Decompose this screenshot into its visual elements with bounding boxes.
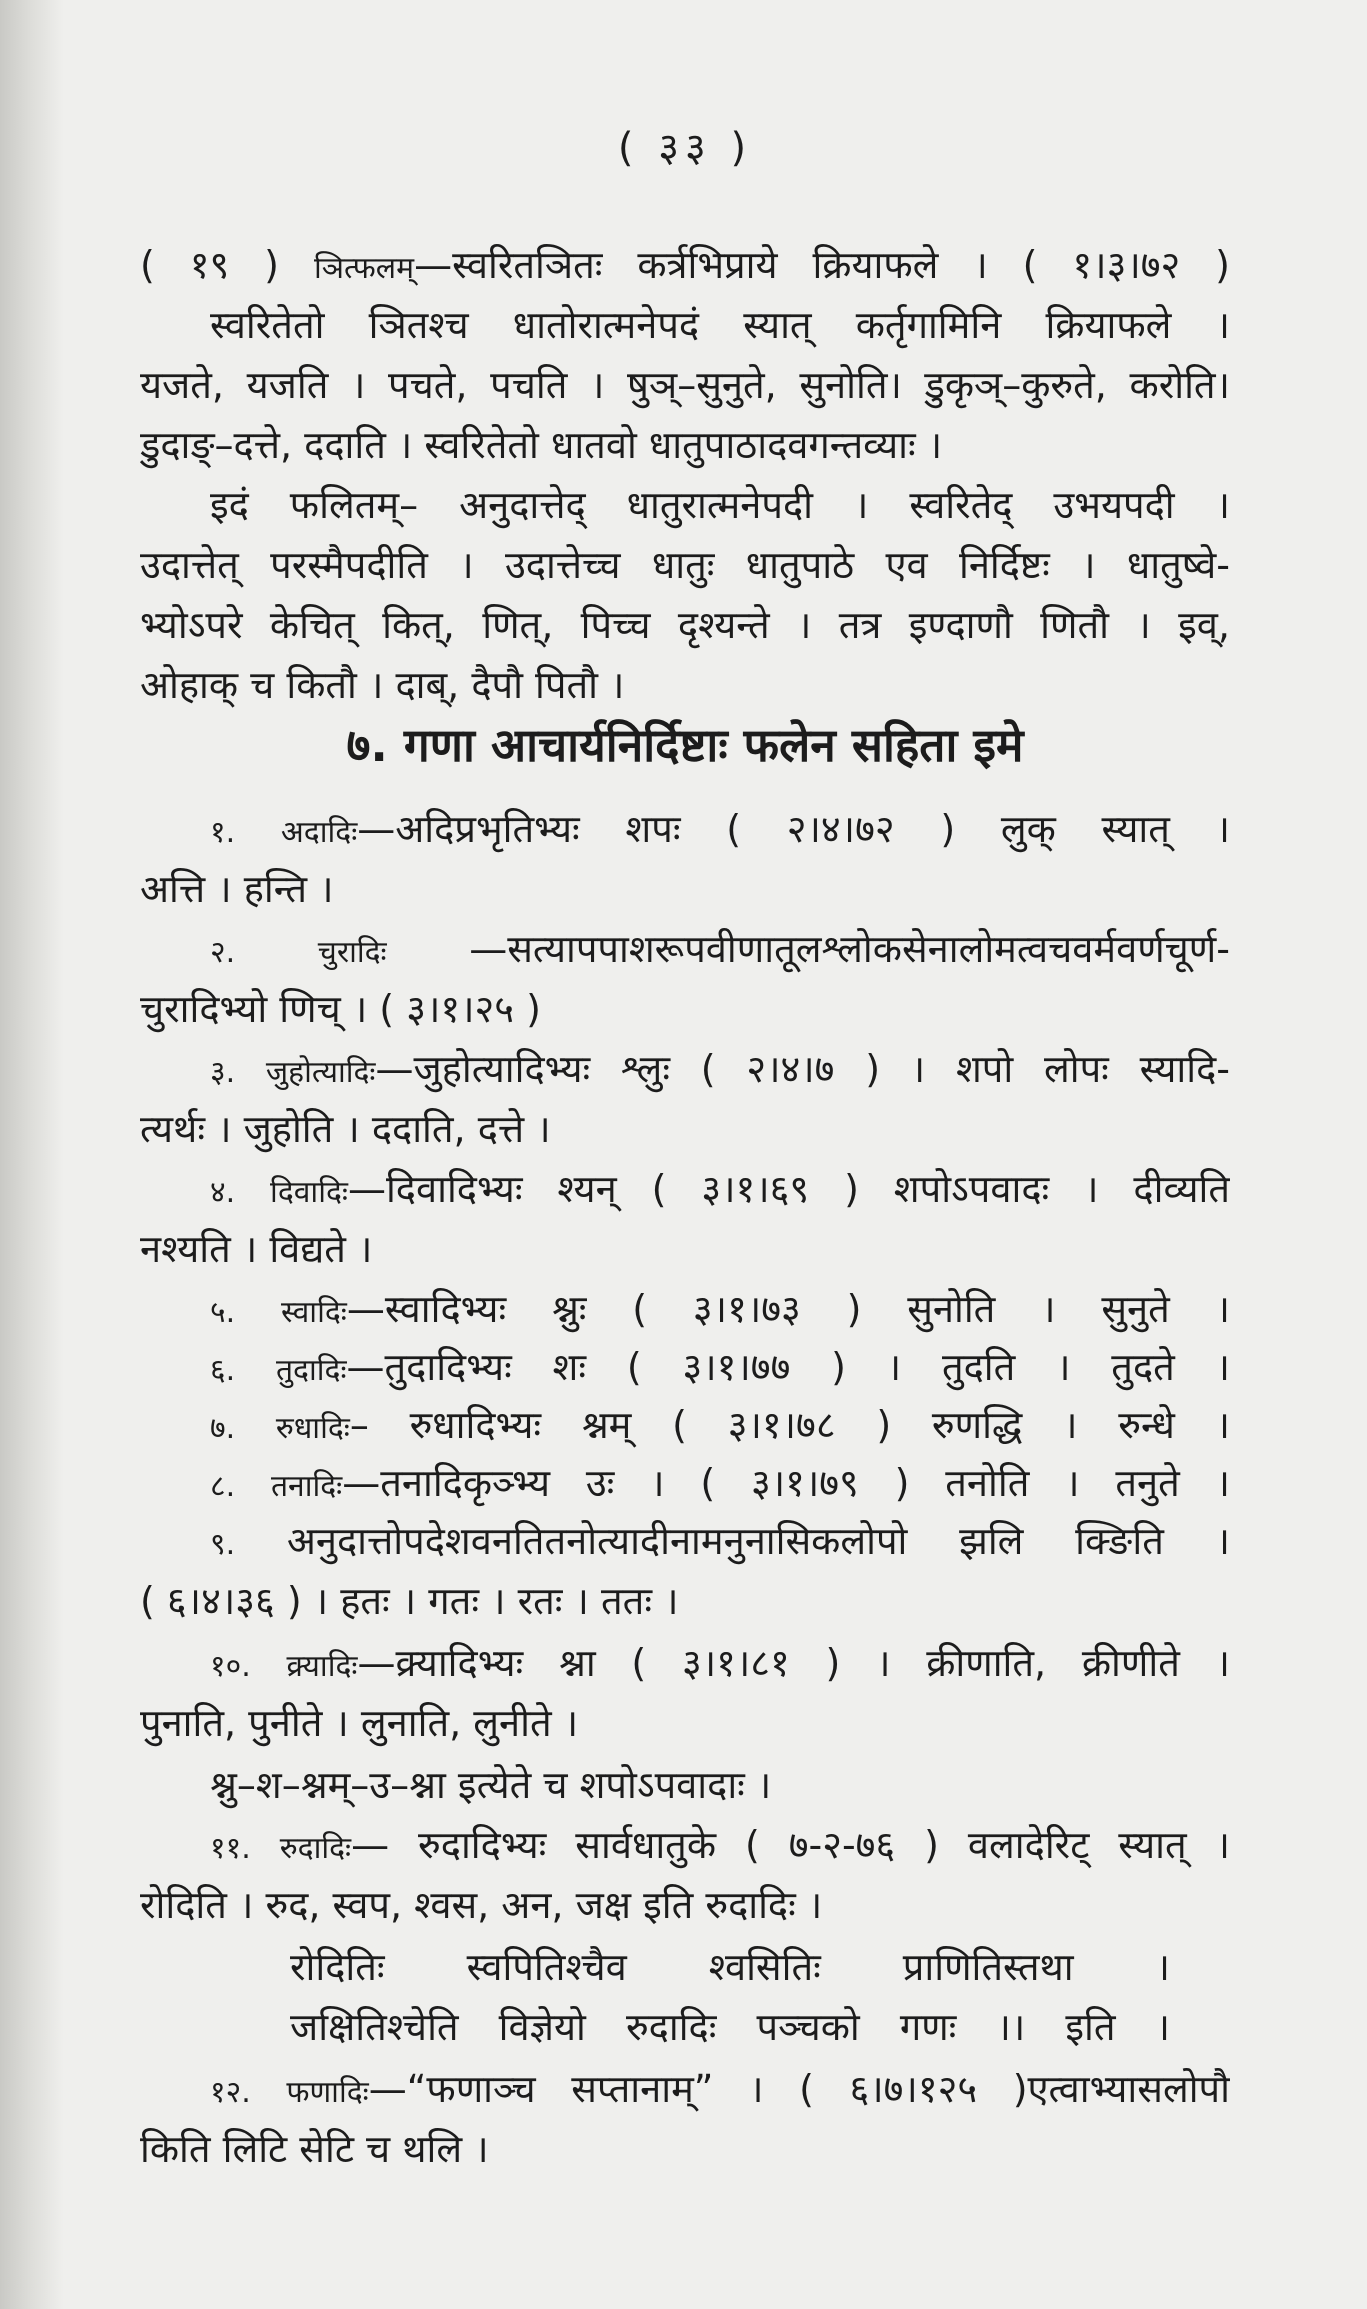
gana-entry xyxy=(210,920,1230,978)
gana-number: ६. xyxy=(210,1353,236,1388)
gana-continuation: किति लिटि सेटि च थलि । xyxy=(140,2127,489,2171)
gana-name: तुदादिः xyxy=(275,1353,347,1388)
gana-number: ८. xyxy=(210,1469,236,1504)
gana-number: १. xyxy=(210,815,236,850)
section-heading: ७. गणा आचार्यनिर्दिष्टाः फलेन सहिता इमे xyxy=(346,718,1024,772)
gana-name: जुहोत्यादिः xyxy=(265,1055,376,1090)
gana-number: १०. xyxy=(210,1649,251,1684)
gana-number: ११. xyxy=(210,1831,251,1866)
gana-text: —तनादिकृञ्भ्य उः । ( ३।१।७९ ) तनोति । तनुते । xyxy=(342,1461,1230,1505)
section-19-line: यजते, यजति । पचते, पचति । षुञ्–सुनुते, सुनोति। डुकृञ्–कुरुते, करोति। xyxy=(140,363,1230,407)
gana-text: —सत्यापपाशरूपवीणातूलश्लोकसेनालोमत्वचवर्मवर्णचूर्ण- xyxy=(386,927,1230,971)
gana-text: —अदिप्रभृतिभ्यः शपः ( २।४।७२ ) लुक् स्यात् । xyxy=(357,807,1230,851)
gana-entry xyxy=(210,1512,1230,1570)
verse-line: जक्षितिश्चेति विज्ञेयो रुदादिः पञ्चको गणः ।। इति । xyxy=(290,2005,1170,2049)
section-19-sutra: —स्वरितञितः कर्त्रभिप्राये क्रियाफले । ( १।३।७२ ) xyxy=(414,243,1230,287)
gana-number: ५. xyxy=(210,1295,236,1330)
gana-entry xyxy=(210,1040,1230,1098)
gana-continuation: नश्यति । विद्यते । xyxy=(140,1227,373,1271)
gana-number: ३. xyxy=(210,1055,236,1090)
gana-text: अनुदात्तोपदेशवनतितनोत्यादीनामनुनासिकलोपो झलि क्ङिति । xyxy=(286,1519,1230,1563)
gana-text: – रुधादिभ्यः श्नम् ( ३।१।७८ ) रुणद्धि । रुन्धे । xyxy=(349,1403,1230,1447)
gana-text: —तुदादिभ्यः शः ( ३।१।७७ ) । तुदति । तुदते । xyxy=(346,1345,1230,1389)
section-19-line: डुदाङ्–दत्ते, ददाति । स्वरितेतो धातवो धातुपाठादवगन्तव्याः । xyxy=(140,423,943,467)
gana-name: अदादिः xyxy=(280,815,358,850)
gana-continuation: पुनाति, पुनीते । लुनाति, लुनीते । xyxy=(140,1701,579,1745)
gana-continuation: रोदिति । रुद, स्वप, श्वस, अन, जक्ष इति रुदादिः । xyxy=(140,1883,823,1927)
gana-entry xyxy=(210,2060,1230,2118)
gana-name: स्वादिः xyxy=(280,1295,347,1330)
section-19-line: ओहाक् च कितौ । दाब्, दैपौ पितौ । xyxy=(140,663,625,707)
gana-entry xyxy=(210,800,1230,858)
gana-entry xyxy=(210,1160,1230,1218)
section-19-number: ( १९ ) xyxy=(140,243,280,287)
page-number: ( ३३ ) xyxy=(617,125,753,171)
gana-text: —क्र्यादिभ्यः श्ना ( ३।१।८१ ) । क्रीणाति, क्रीणीते । xyxy=(357,1641,1230,1685)
gana-continuation: ( ६।४।३६ ) । हतः । गतः । रतः । ततः । xyxy=(140,1579,679,1623)
gana-continuation: अत्ति । हन्ति । xyxy=(140,867,334,911)
gana-entry xyxy=(210,1280,1230,1338)
gana-name: दिवादिः xyxy=(270,1175,348,1210)
gana-number: ९. xyxy=(210,1527,236,1562)
gana-continuation: त्यर्थः । जुहोति । ददाति, दत्ते । xyxy=(140,1107,551,1151)
gana-entry xyxy=(210,1816,1230,1874)
gana-name: तनादिः xyxy=(270,1469,343,1504)
gana-entry xyxy=(210,1634,1230,1692)
section-19-label: ञित्फलम् xyxy=(313,251,415,286)
page-gutter-shadow xyxy=(0,0,64,2309)
gana-number: २. xyxy=(210,935,236,970)
gana-continuation: चुरादिभ्यो णिच् । ( ३।१।२५ ) xyxy=(140,987,541,1031)
section-19-line: स्वरितेतो ञितश्च धातोरात्मनेपदं स्यात् कर्तृगामिनि क्रियाफले । xyxy=(210,303,1230,347)
gana-number: १२. xyxy=(210,2075,251,2110)
book-page xyxy=(140,0,1230,2309)
gana-name: चुरादिः xyxy=(317,935,387,970)
gana-entry xyxy=(210,1396,1230,1454)
summary-line: श्नु–श–श्नम्–उ–श्ना इत्येते च शपोऽपवादाः । xyxy=(210,1763,772,1807)
gana-number: ४. xyxy=(210,1175,236,1210)
section-19-line: इदं फलितम्– अनुदात्तेद् धातुरात्मनेपदी । स्वरितेद् उभयपदी । xyxy=(210,483,1230,527)
gana-text: —दिवादिभ्यः श्यन् ( ३।१।६९ ) शपोऽपवादः । दीव्यति xyxy=(347,1167,1230,1211)
section-19-line: भ्योऽपरे केचित् कित्, णित्, पिच्च दृश्यन्ते । तत्र इण्दाणौ णितौ । इव्, xyxy=(140,603,1230,647)
verse-line: रोदितिः स्वपितिश्चैव श्वसितिः प्राणितिस्तथा । xyxy=(290,1945,1170,1989)
gana-number: ७. xyxy=(210,1411,236,1446)
gana-entry xyxy=(210,1338,1230,1396)
section-19-line: उदात्तेत् परस्मैपदीति । उदात्तेच्च धातुः धातुपाठे एव निर्दिष्टः । धातुष्वे- xyxy=(140,543,1230,587)
gana-name: फणादिः xyxy=(286,2075,369,2110)
gana-name: रुधादिः xyxy=(275,1411,350,1446)
gana-name: क्र्यादिः xyxy=(286,1649,358,1684)
gana-entry xyxy=(210,1454,1230,1512)
gana-text: —“फणाञ्च सप्तानाम्” । ( ६।७।१२५ )एत्वाभ्यासलोपौ xyxy=(368,2067,1230,2111)
gana-name: रुदादिः xyxy=(279,1831,352,1866)
gana-text: —स्वादिभ्यः श्नुः ( ३।१।७३ ) सुनोति । सुनुते । xyxy=(346,1287,1230,1331)
gana-text: —जुहोत्यादिभ्यः श्लुः ( २।४।७ ) । शपो लोपः स्यादि- xyxy=(375,1047,1230,1091)
section-19-title xyxy=(140,236,1230,294)
gana-text: — रुदादिभ्यः सार्वधातुके ( ७-२-७६ ) वलादेरिट् स्यात् । xyxy=(351,1823,1230,1867)
